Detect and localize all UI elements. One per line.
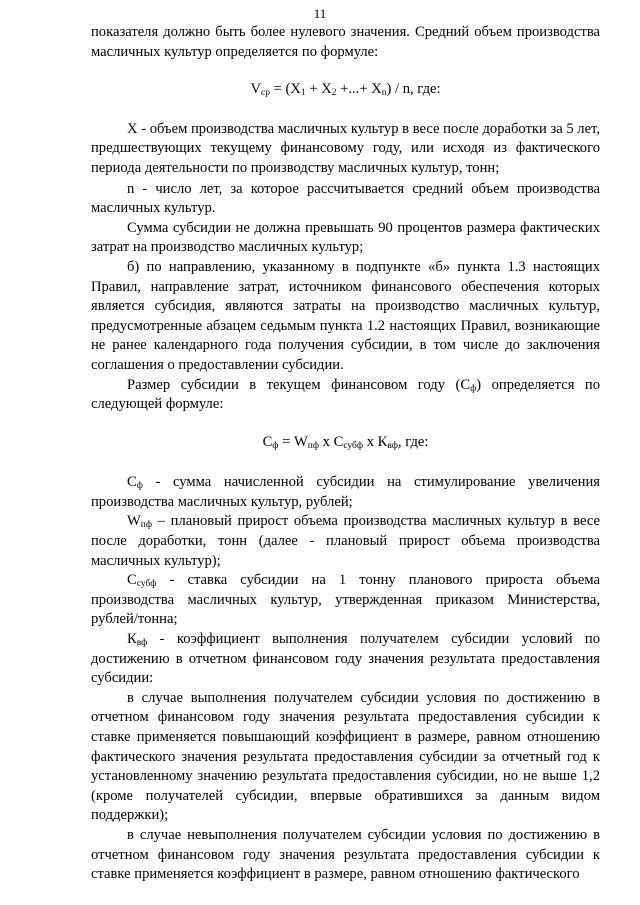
paragraph-case-fulfilled: в случае выполнения получателем субсидии условия по достижению в отчетном финансовом году значения результата предоставления субсидии к ставке применяется повышающий коэффициент в размере, равном отношению фактического значения результата предоставления субсидии за отчетный год к установленному значению результата предоставления субсидии, но не выше 1,2 (кроме получателей субсидии, впервые обратившихся за данным видом поддержки); xyxy=(91,689,600,824)
paragraph-direction-b: б) по направлению, указанному в подпункте «б» пункта 1.3 настоящих Правил, направление затрат, источником финансового обеспечения которых является субсидия, являются затраты на производство масличных культур, предусмотренные абзацем седьмым пункта 1.2 настоящих Правил, возникающие не ранее календарного года получения субсидии, в том числе до заключения соглашения о предоставлении субсидии. xyxy=(91,258,600,373)
paragraph-kvf-definition: $К_{вф}$ - коэффициент выполнения получателем субсидии условий по достижению в отчетном финансовом году значения результата предоставления субсидии: xyxy=(91,631,600,687)
formula-subsidy: $С_ф = W_{пф}$ х $С_{субф}$ х $К_{вф}$, где: xyxy=(262,433,429,451)
paragraph-subsidy-size: Размер субсидии в текущем финансовом году $(С_ф)$ определяется по следующей формуле: xyxy=(91,376,600,413)
paragraph-subsidy-limit: Сумма субсидии не должна превышать 90 процентов размера фактических затрат на производство масличных культур; xyxy=(91,219,600,256)
formula-average-volume: $V_{ср} = (X_1 + X_2$ +...+ $X_n$) / n, где: xyxy=(250,81,441,99)
paragraph-case-unfulfilled: в случае невыполнения получателем субсидии условия по достижению в отчетном финансовом году значения результата предоставления субсидии к ставке применяется коэффициент в размере, равном отношению фактического xyxy=(91,826,600,883)
document-body xyxy=(91,23,600,885)
page-number: 11 xyxy=(313,6,327,21)
paragraph-cf-definition: $С_ф$ - сумма начисленной субсидии на стимулирование увеличения производства масличных культур, рублей; xyxy=(91,474,600,510)
paragraph-n-definition: n - число лет, за которое рассчитывается средний объем производства масличных культур. xyxy=(91,180,600,217)
paragraph-intro: показателя должно быть более нулевого значения. Средний объем производства масличных культур определяется по формуле: xyxy=(91,24,600,60)
paragraph-csubf-definition: $С_{субф}$ - ставка субсидии на 1 тонну планового прироста объема производства масличных культур, утвержденная приказом Министерства, рублей/тонна; xyxy=(91,572,600,628)
paragraph-x-definition: X - объем производства масличных культур в весе после доработки за 5 лет, предшествующих текущему финансовому году, или исходя из фактического периода деятельности по производству масличных культур, тонн; xyxy=(91,120,600,176)
paragraph-wpf-definition: $W_{пф}$ – плановый прирост объема производства масличных культур в весе после доработки, тонн (далее - плановый прирост объема производства масличных культур); xyxy=(91,513,600,569)
